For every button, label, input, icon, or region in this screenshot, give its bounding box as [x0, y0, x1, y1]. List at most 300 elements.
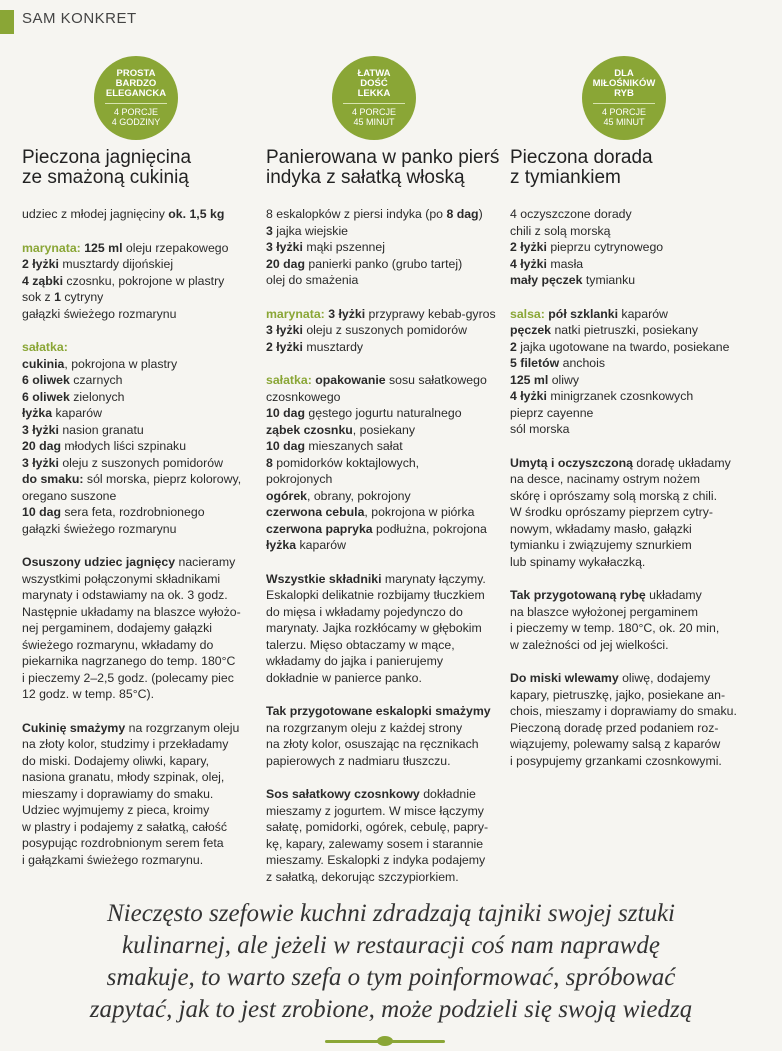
text: chois, mieszamy i doprawiamy do smaku.	[510, 704, 737, 718]
recipe-line	[510, 306, 750, 323]
recipe-block	[22, 339, 262, 537]
text: gałązki świeżego rozmarynu	[22, 521, 177, 536]
recipe-line	[510, 421, 750, 438]
text: marynaty. Jajka rozkłócamy w głębokim	[266, 621, 482, 635]
recipe-line	[266, 488, 506, 505]
recipe-line	[22, 620, 262, 637]
text: nasiona granatu, młody szpinak, olej,	[22, 770, 225, 784]
recipe-column-1	[22, 56, 262, 868]
recipe-line	[22, 554, 262, 571]
recipe-line	[266, 455, 506, 472]
bold-text: 4 łyżki	[510, 256, 547, 271]
recipe-line	[266, 272, 506, 289]
recipe-line	[266, 753, 506, 770]
badge-tag: LEKKA	[357, 88, 391, 99]
text: 4 oczyszczone dorady	[510, 207, 632, 221]
text: oregano suszone	[22, 488, 117, 503]
bold-text: 2	[510, 339, 517, 354]
recipe-line	[510, 670, 750, 687]
recipe-title-line: Pieczona dorada	[510, 147, 653, 168]
badge-divider	[105, 103, 167, 104]
bold-text: 125 ml	[510, 372, 549, 387]
recipe-block	[510, 670, 750, 769]
recipe-line	[510, 537, 750, 554]
badge-tag: DOŚĆ	[360, 78, 388, 89]
text: tymianku	[582, 273, 636, 287]
text: olej do smażenia	[266, 273, 359, 287]
text: i pieczemy w temp. 180°C, ok. 20 min,	[510, 621, 720, 635]
bold-text: 1	[54, 290, 61, 304]
badge-tag: ELEGANCKA	[105, 88, 167, 99]
recipe-line	[22, 852, 262, 869]
recipe-line	[22, 438, 262, 455]
recipe-block	[510, 206, 750, 289]
bold-text: cukinia	[22, 356, 65, 371]
recipe-line	[22, 720, 262, 737]
recipe-title-line: indyka z sałatką włoską	[266, 167, 465, 188]
recipe-line	[266, 256, 506, 273]
recipe-line	[510, 339, 750, 356]
recipe-line	[510, 272, 750, 289]
text: czosnkowego	[266, 389, 341, 404]
recipe-line	[22, 802, 262, 819]
recipe-line	[510, 521, 750, 538]
bold-text: 125 ml	[84, 240, 123, 255]
recipe-line	[266, 736, 506, 753]
recipe-line	[510, 637, 750, 654]
recipe-block	[510, 587, 750, 653]
recipe-line	[22, 356, 262, 373]
section-label: salsa:	[510, 306, 549, 321]
recipe-block	[266, 206, 506, 289]
text: na desce, nacinamy ostrym nożem	[510, 472, 701, 486]
text: talerzu. Mięso obtaczamy w mące,	[266, 637, 455, 652]
quote-line: smakuje, to warto szefa o tym poinformować, spróbować	[106, 964, 676, 991]
text: do miski. Dodajemy oliwki, kapary,	[22, 753, 210, 768]
text: musztardy	[302, 339, 364, 354]
text: marynaty łączymy.	[381, 571, 486, 586]
recipe-title-line: Pieczona jagnięcina	[22, 147, 192, 168]
text: na złoty kolor, osuszając na ręcznikach	[266, 737, 479, 751]
text: Pieczoną doradę przed podaniem roz-	[510, 720, 719, 735]
text: do mięsa i wkładamy pojedynczo do	[266, 604, 463, 619]
text: panierki panko (grubo tartej)	[304, 256, 463, 271]
paragraph-gap	[510, 653, 750, 670]
bold-text: 10 dag	[266, 439, 305, 453]
bold-text: do smaku:	[22, 472, 84, 486]
text: i posypujemy grzankami czosnkowymi.	[510, 753, 722, 768]
text: młodych liści szpinaku	[60, 439, 187, 453]
text: minigrzanek czosnkowych	[546, 389, 694, 403]
recipe-line	[510, 239, 750, 256]
bold-text: 5 filetów	[510, 356, 560, 370]
text: z sałatką, dekorując szczypiorkiem.	[266, 869, 459, 884]
recipe-line	[266, 206, 506, 223]
badge-info-line: 4 GODZINY	[111, 117, 161, 127]
recipe-line	[510, 687, 750, 704]
recipe-line	[22, 819, 262, 836]
text: układamy	[645, 588, 702, 602]
text: )	[478, 207, 483, 221]
recipe-line	[510, 471, 750, 488]
recipe-line	[22, 422, 262, 439]
bold-text: 2 łyżki	[22, 257, 59, 271]
badge-divider	[343, 103, 405, 104]
recipe-line	[22, 653, 262, 670]
text: mieszanych sałat	[304, 439, 403, 453]
text: zielonych	[69, 389, 125, 404]
text: 8 eskalopków z piersi indyka (po	[266, 207, 447, 221]
text: mieszamy. Eskalopki z indyka podajemy	[266, 853, 486, 867]
recipe-line	[22, 521, 262, 538]
recipe-line	[266, 703, 506, 720]
recipe-block	[22, 554, 262, 703]
bold-text: 10 dag	[22, 505, 61, 519]
badge-tags	[593, 69, 656, 99]
recipe-block	[266, 786, 506, 885]
recipe-line	[22, 670, 262, 687]
badge-tags	[106, 69, 166, 99]
bold-text: 20 dag	[266, 256, 305, 271]
text: sosu sałatkowego	[385, 373, 487, 387]
recipe-line	[266, 239, 506, 256]
recipe-block	[266, 306, 506, 356]
text: w zależności od jej wielkości.	[510, 637, 669, 652]
recipe-line	[266, 422, 506, 439]
recipe-line	[22, 405, 262, 422]
badge-info	[112, 107, 161, 127]
text: sałatę, pomidorki, ogórek, cebulę, papry-	[266, 820, 489, 834]
badge-info-line: 4 PORCJE	[601, 107, 646, 117]
recipe-block	[266, 571, 506, 687]
badge-tag: RYB	[614, 88, 634, 99]
bold-text: 3 łyżki	[22, 422, 59, 437]
recipe-block	[510, 306, 750, 438]
recipe-line	[22, 637, 262, 654]
bold-text: 20 dag	[22, 439, 61, 453]
text: gałązki świeżego rozmarynu	[22, 306, 177, 321]
bold-text: Osuszony udziec jagnięcy	[22, 555, 176, 569]
text: W środku oprószamy pieprzem cytry-	[510, 505, 713, 519]
bold-text: mały pęczek	[510, 273, 583, 287]
text: pokrojonych	[266, 472, 333, 486]
text: kaparów	[52, 406, 102, 420]
bold-text: Sos sałatkowy czosnkowy	[266, 787, 420, 801]
text: pomidorków koktajlowych,	[272, 455, 420, 470]
recipe-line	[266, 620, 506, 637]
recipe-line	[510, 587, 750, 604]
recipe-line	[266, 339, 506, 356]
recipe-line	[22, 289, 262, 306]
text: 12 godz. w temp. 85°C).	[22, 687, 155, 701]
text: piekarnika nagrzanego do temp. 180°C	[22, 654, 236, 668]
recipe-line	[510, 554, 750, 571]
recipe-line	[22, 273, 262, 290]
recipe-line	[22, 240, 262, 257]
text: lub spinamy wykałaczką.	[510, 554, 646, 569]
bold-text: 4 łyżki	[510, 389, 547, 403]
recipe-line	[266, 653, 506, 670]
bold-text: Cukinię smażymy	[22, 720, 126, 735]
paragraph-gap	[510, 570, 750, 587]
badge-tag: PROSTA	[116, 68, 156, 79]
text: w plastry i podajemy z sałatką, całość	[22, 819, 228, 834]
text: czosnku, pokrojone w plastry	[63, 273, 225, 288]
bold-text: pęczek	[510, 323, 552, 337]
paragraph-gap	[510, 438, 750, 455]
flourish-dot	[377, 1036, 393, 1046]
recipe-line	[510, 736, 750, 753]
text: sok z	[22, 290, 55, 304]
recipe-title-line: z tymiankiem	[510, 167, 621, 188]
recipe-line	[510, 455, 750, 472]
text: , obrany, pokrojony	[307, 488, 411, 503]
bold-text: czerwona cebula	[266, 505, 365, 519]
badge-tag: BARDZO	[115, 78, 157, 89]
text: Eskalopki delikatnie rozbijamy tłuczkiem	[266, 588, 485, 602]
text: kapary, pietruszkę, jajko, posiekane an-	[510, 687, 726, 702]
badge-tag: ŁATWA	[357, 68, 391, 79]
recipe-line	[510, 206, 750, 223]
bold-text: 8	[266, 455, 273, 470]
recipe-line	[266, 819, 506, 836]
bold-text: Tak przygotowane eskalopki smażymy	[266, 704, 491, 718]
text: chili z solą morską	[510, 223, 611, 238]
recipe-line	[22, 753, 262, 770]
recipe-title	[510, 148, 750, 188]
text: i pieczemy 2–2,5 godz. (polecamy piec	[22, 670, 234, 685]
text: wszystkimi połączonymi składnikami	[22, 571, 221, 586]
chef-quote	[0, 898, 782, 1026]
text: tymianku i związujemy sznurkiem	[510, 538, 692, 552]
bold-text: 3 łyżki	[22, 455, 59, 470]
text: na rozgrzanym oleju z każdej strony	[266, 720, 463, 735]
paragraph-gap	[22, 322, 262, 339]
recipe-block	[266, 703, 506, 769]
recipe-line	[22, 686, 262, 703]
recipe-column-2	[266, 56, 506, 885]
text: pieprz cayenne	[510, 405, 594, 420]
bold-text: łyżka	[22, 406, 53, 420]
recipe-block	[266, 372, 506, 554]
recipe-line	[22, 389, 262, 406]
bold-text: Tak przygotowaną rybę	[510, 588, 646, 602]
recipe-line	[510, 488, 750, 505]
recipe-line	[22, 339, 262, 356]
text: Udziec wyjmujemy z pieca, kroimy	[22, 803, 210, 817]
badge-info-line: 4 PORCJE	[113, 107, 158, 117]
recipe-line	[22, 471, 262, 488]
text: dokładnie w panierce panko.	[266, 670, 422, 685]
text: doradę układamy	[633, 455, 731, 470]
text: masła	[546, 256, 584, 271]
badge-info	[352, 107, 396, 127]
paragraph-gap	[22, 703, 262, 720]
recipe-line	[266, 571, 506, 588]
text: musztardy dijońskiej	[58, 257, 174, 271]
recipe-line	[266, 604, 506, 621]
paragraph-gap	[266, 686, 506, 703]
recipe-line	[510, 620, 750, 637]
recipe-line	[266, 852, 506, 869]
text: kaparów	[618, 306, 668, 321]
text: kaparów	[296, 538, 346, 552]
recipe-line	[510, 405, 750, 422]
text: oliwy	[548, 372, 580, 387]
recipe-line	[22, 786, 262, 803]
recipe-line	[266, 670, 506, 687]
recipe-line	[510, 322, 750, 339]
text: cytryny	[60, 290, 104, 304]
badge-info-line: 45 MINUT	[353, 117, 395, 127]
recipe-line	[22, 372, 262, 389]
badge-info-line: 45 MINUT	[603, 117, 645, 127]
bold-text: Umytą i oczyszczoną	[510, 455, 634, 470]
paragraph-gap	[266, 554, 506, 571]
text: przyprawy kebab-gyros	[365, 306, 496, 321]
text: podłużna, pokrojona	[372, 521, 487, 536]
text: świeżego rozmarynu, wkładamy do	[22, 637, 214, 652]
recipe-line	[22, 455, 262, 472]
text: sól morska, pieprz kolorowy,	[83, 472, 242, 486]
recipe-block	[510, 455, 750, 571]
recipe-line	[266, 223, 506, 240]
recipe-line	[510, 604, 750, 621]
bold-text: ok. 1,5 kg	[168, 207, 225, 221]
badge-tag: DLA	[614, 68, 634, 79]
paragraph-gap	[22, 537, 262, 554]
recipe-line	[22, 306, 262, 323]
bold-text: Wszystkie składniki	[266, 571, 382, 586]
text: nej pergaminem, dodajemy gałązki	[22, 621, 213, 635]
recipe-line	[266, 786, 506, 803]
recipe-line	[510, 720, 750, 737]
section-label: SAM KONKRET	[22, 10, 137, 27]
section-label: sałatka:	[22, 340, 68, 354]
quote-line: zapytać, jak to jest zrobione, może podzieli się swoją wiedzą	[89, 996, 693, 1023]
section-label: marynata:	[266, 306, 329, 321]
text: kę, kapary, zalewamy sosem i starannie	[266, 836, 484, 851]
bold-text: 8 dag	[446, 207, 479, 221]
bold-text: 3 łyżki	[328, 306, 366, 321]
recipe-line	[22, 835, 262, 852]
paragraph-gap	[266, 769, 506, 786]
recipe-line	[266, 521, 506, 538]
text: dokładnie	[419, 787, 476, 801]
text: i gałązkami świeżego rozmarynu.	[22, 852, 204, 867]
paragraph-gap	[22, 223, 262, 240]
text: , pokrojona w plastry	[64, 356, 178, 371]
bold-text: opakowanie	[315, 373, 386, 387]
paragraph-gap	[266, 289, 506, 306]
text: oliwę, dodajemy	[618, 671, 711, 685]
bold-text: Do miski wlewamy	[510, 671, 619, 685]
text: Następnie układamy na blaszce wyłożo-	[22, 604, 241, 619]
text: , pokrojona w piórka	[364, 505, 475, 519]
bold-text: 3 łyżki	[266, 240, 303, 254]
bold-text: 2 łyżki	[510, 240, 547, 254]
text: mieszamy i doprawiamy do smaku.	[22, 786, 214, 801]
text: anchois	[559, 356, 606, 370]
recipe-line	[266, 637, 506, 654]
text: sera feta, rozdrobnionego	[60, 505, 205, 519]
recipe-title-line: Panierowana w panko pierś	[266, 147, 500, 168]
text: papierowych z nadmiaru tłuszczu.	[266, 753, 451, 768]
text: mieszamy z jogurtem. W misce łączymy	[266, 803, 484, 818]
recipe-line	[22, 571, 262, 588]
recipe-block	[22, 720, 262, 869]
text: na złoty kolor, studzimy i przekładamy	[22, 737, 229, 751]
bold-text: 3 łyżki	[266, 323, 303, 337]
bold-text: łyżka	[266, 538, 297, 552]
recipe-line	[22, 488, 262, 505]
text: nacieramy	[175, 555, 236, 569]
text: sól morska	[510, 422, 570, 436]
recipe-column-3	[510, 56, 750, 769]
recipe-line	[266, 504, 506, 521]
text: pieprzu cytrynowego	[546, 240, 664, 254]
text: oleju z suszonych pomidorów	[58, 455, 223, 470]
paragraph-gap	[266, 355, 506, 372]
badge-info	[602, 107, 646, 127]
recipe-line	[266, 471, 506, 488]
page-header	[0, 0, 782, 36]
bold-text: ogórek	[266, 488, 307, 503]
text: jajka ugotowane na twardo, posiekane	[516, 339, 730, 354]
text: oleju rzepakowego	[122, 240, 229, 255]
bold-text: 4 ząbki	[22, 273, 64, 288]
quote-line: Nieczęsto szefowie kuchni zdradzają tajniki swojej sztuki	[106, 900, 676, 927]
text: udziec z młodej jagnięciny	[22, 207, 169, 221]
badge-info-line: 4 PORCJE	[351, 107, 396, 117]
text: posypując rozdrobnionym serem feta	[22, 836, 224, 850]
recipe-line	[266, 869, 506, 886]
recipe-line	[266, 720, 506, 737]
recipe-block	[22, 206, 262, 223]
recipe-line	[266, 803, 506, 820]
recipe-line	[266, 322, 506, 339]
section-label: sałatka:	[266, 373, 316, 387]
recipe-block	[22, 240, 262, 323]
quote-flourish	[325, 1036, 445, 1046]
recipe-line	[510, 703, 750, 720]
text: , posiekany	[352, 422, 416, 437]
text: wkładamy do jajka i panierujemy	[266, 654, 444, 668]
recipe-line	[266, 405, 506, 422]
recipe-line	[510, 372, 750, 389]
paragraph-gap	[510, 289, 750, 306]
recipe-line	[510, 355, 750, 372]
recipe-line	[510, 256, 750, 273]
text: marynaty i odstawiamy na ok. 3 godz.	[22, 588, 228, 602]
text: jajka wiejskie	[272, 223, 349, 238]
recipe-badge	[582, 56, 666, 140]
recipe-line	[510, 504, 750, 521]
section-marker	[0, 10, 14, 34]
recipe-line	[510, 753, 750, 770]
text: na rozgrzanym oleju	[125, 720, 240, 735]
recipe-line	[22, 769, 262, 786]
recipe-badge	[94, 56, 178, 140]
recipe-line	[22, 604, 262, 621]
recipe-line	[22, 256, 262, 273]
bold-text: 10 dag	[266, 406, 305, 420]
text: na blaszce wyłożonej pergaminem	[510, 604, 698, 619]
bold-text: 6 oliwek	[22, 389, 70, 404]
recipe-line	[22, 587, 262, 604]
section-label: marynata:	[22, 240, 85, 255]
bold-text: 3	[266, 223, 273, 238]
